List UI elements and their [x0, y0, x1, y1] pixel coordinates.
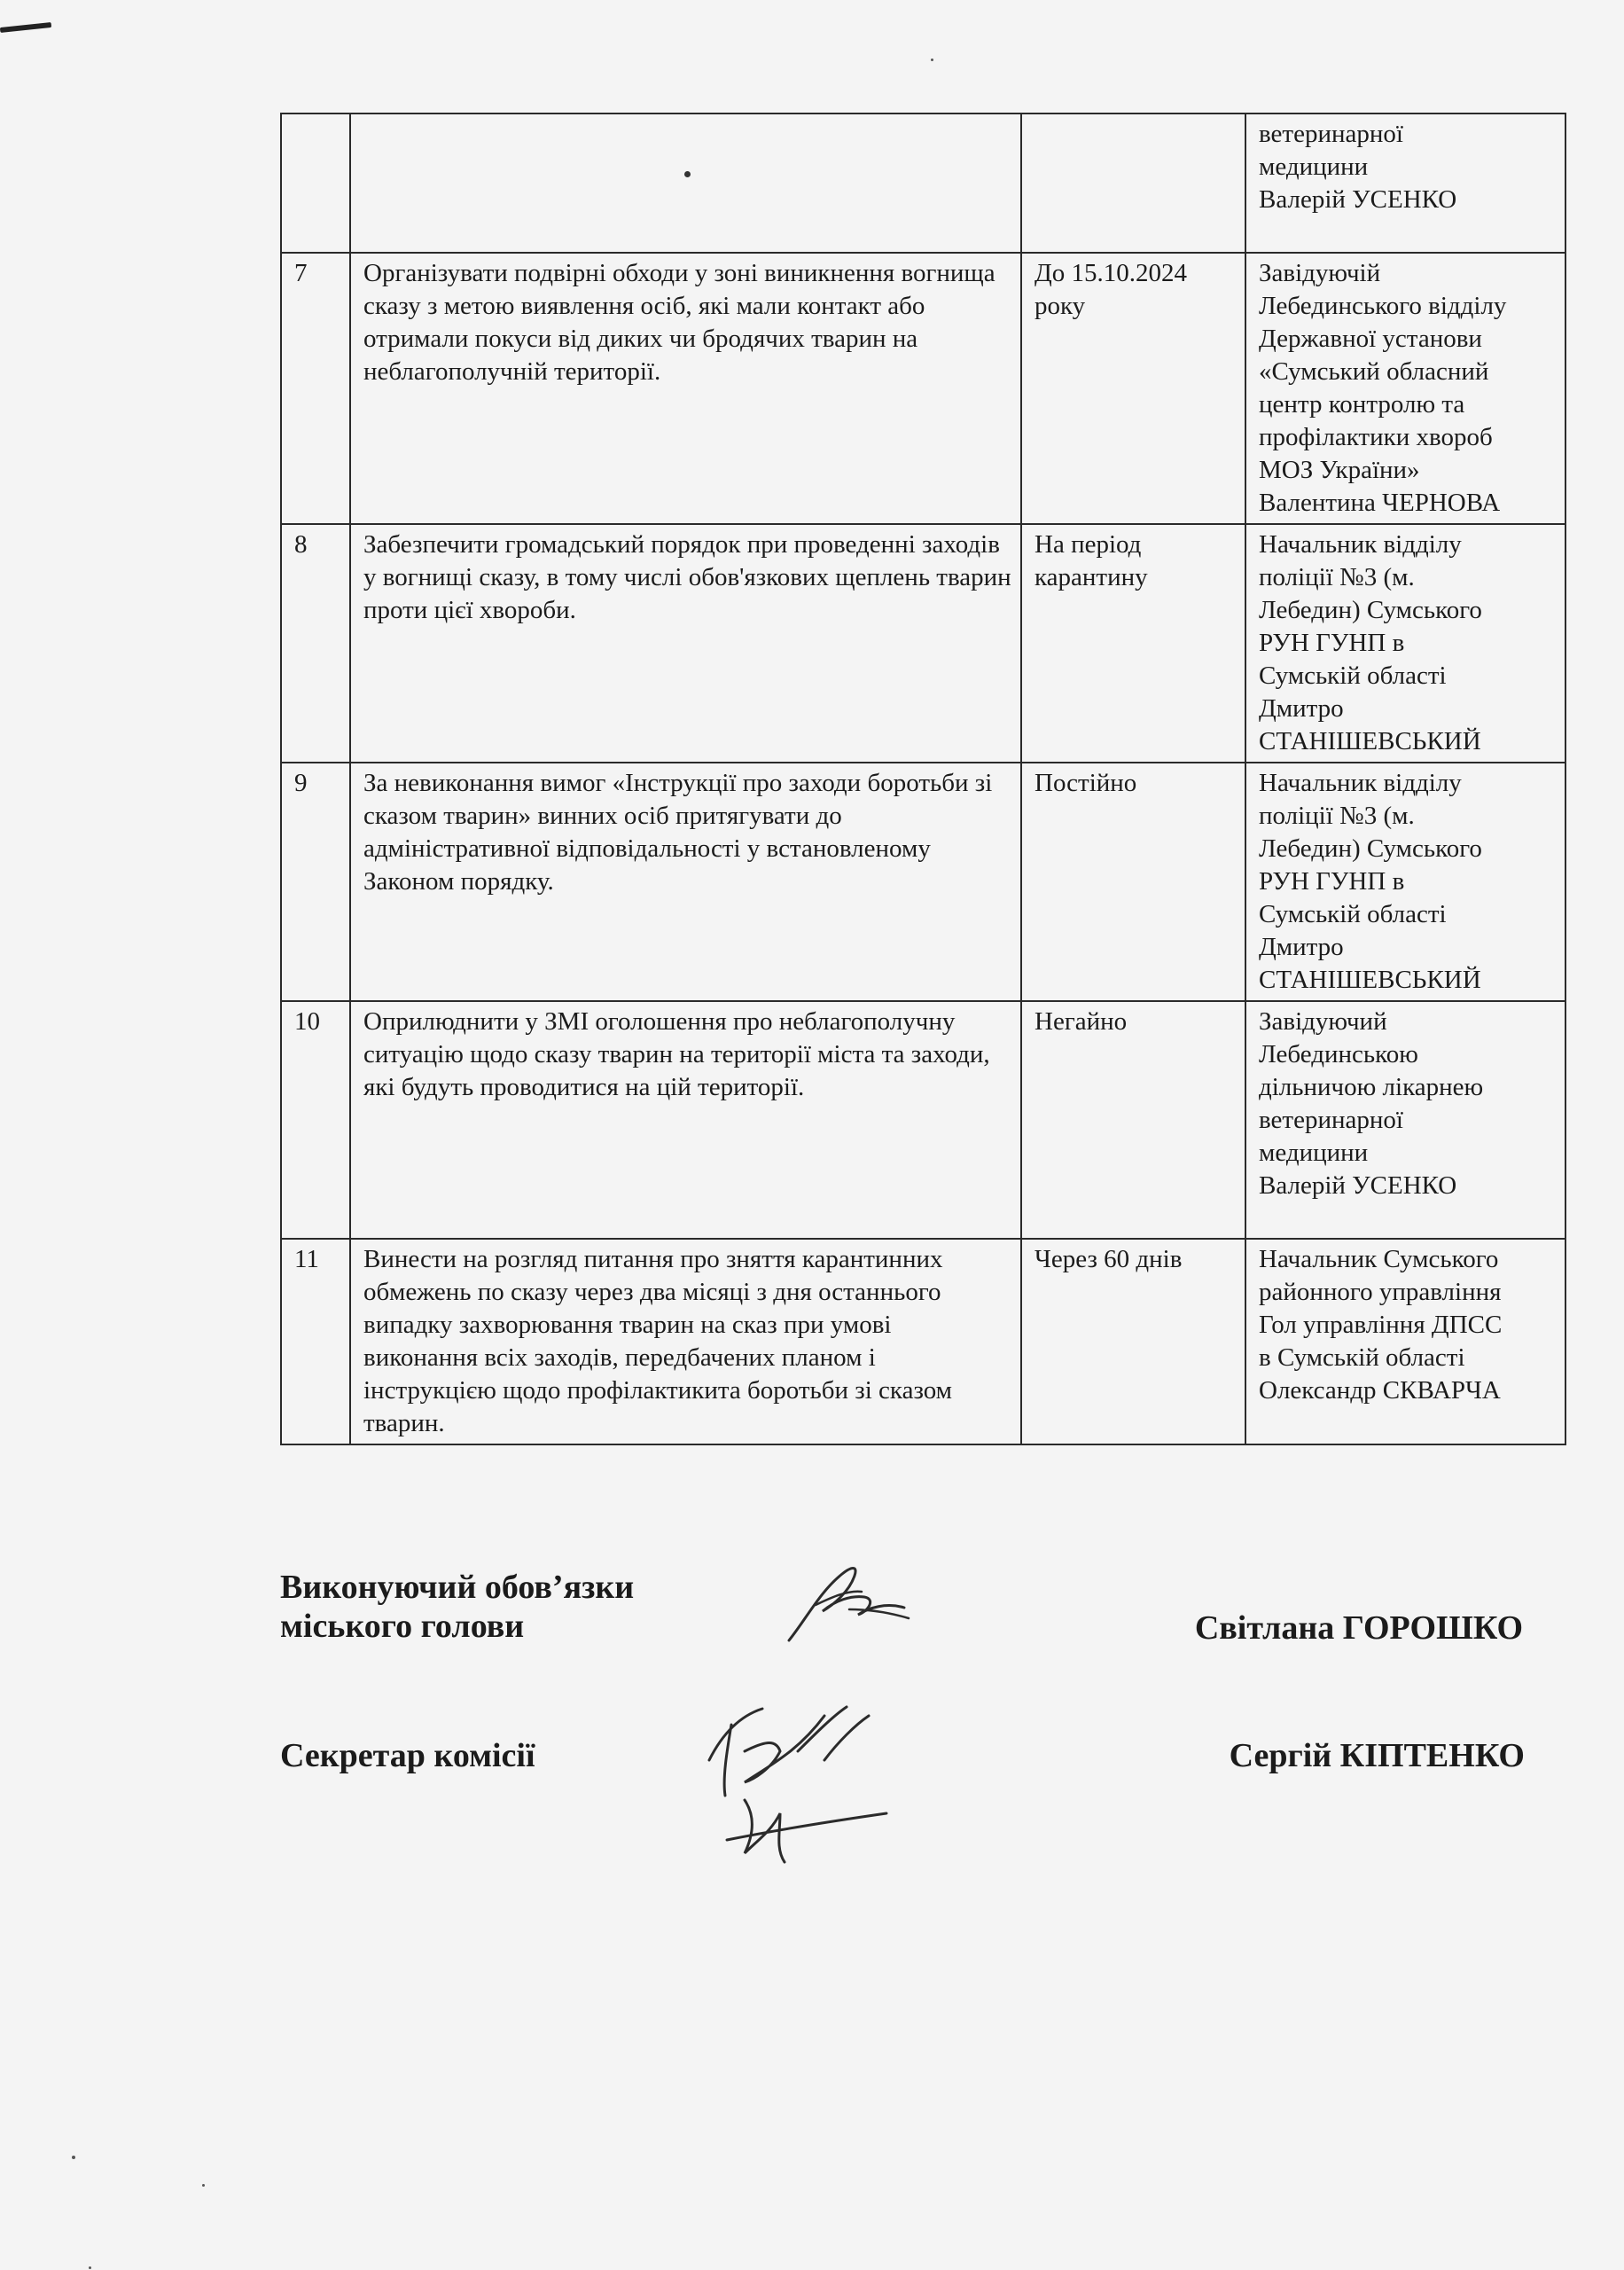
row-responsible: Начальник відділу поліції №3 (м. Лебедин) Сумського РУН ГУНП в Сумській області Дмитро СТАНІШЕВСЬКИЙ — [1245, 763, 1565, 1001]
row-responsible: Начальник відділу поліції №3 (м. Лебедин) Сумського РУН ГУНП в Сумській області Дмитро СТАНІШЕВСЬКИЙ — [1245, 524, 1565, 763]
speck — [931, 59, 933, 61]
row-number — [281, 114, 350, 253]
row-number: 9 — [281, 763, 350, 1001]
row-task: Винести на розгляд питання про зняття карантинних обмежень по сказу через два місяці з дня останнього випадку захворювання тварин на сказ при умові виконання всіх заходів, передбачених планом і інструкцією щодо профілактикита боротьби зі сказом тварин. — [350, 1239, 1021, 1444]
row-task: Забезпечити громадський порядок при проведенні заходів у вогнищі сказу, в тому числі обов'язкових щеплень тварин проти цієї хвороби. — [350, 524, 1021, 763]
row-number: 8 — [281, 524, 350, 763]
row-term: Негайно — [1021, 1001, 1245, 1239]
row-task: Оприлюднити у ЗМІ оголошення про неблагополучну ситуацію щодо сказу тварин на території міста та заходи, які будуть проводитися на цій території. — [350, 1001, 1021, 1239]
row-term: До 15.10.2024 року — [1021, 253, 1245, 524]
table-row — [281, 524, 1565, 763]
row-number: 7 — [281, 253, 350, 524]
ink-dot — [684, 171, 691, 177]
row-term: На період карантину — [1021, 524, 1245, 763]
table-row — [281, 763, 1565, 1001]
speck — [202, 2184, 205, 2187]
row-responsible: Завідуючій Лебединського відділу Державної установи «Сумський обласний центр контролю та профілактики хвороб МОЗ України» Валентина ЧЕРНОВА — [1245, 253, 1565, 524]
row-responsible: Завідуючий Лебединською дільничою лікарнею ветеринарної медицини Валерій УСЕНКО — [1245, 1001, 1565, 1239]
row-term — [1021, 114, 1245, 253]
row-task — [350, 114, 1021, 253]
secretary-handwritten-signature — [691, 1698, 895, 1875]
row-task: Організувати подвірні обходи у зоні виникнення вогнища сказу з метою виявлення осіб, які мали контакт або отримали покуси від диких чи бродячих тварин на неблагополучній території. — [350, 253, 1021, 524]
row-term: Постійно — [1021, 763, 1245, 1001]
measures-table — [280, 113, 1566, 1445]
scan-edge-mark — [0, 22, 51, 33]
mayor-title: Виконуючий обов’язки міського голови — [280, 1569, 635, 1645]
speck — [89, 2266, 91, 2269]
mayor-handwritten-signature — [780, 1556, 913, 1654]
row-number: 10 — [281, 1001, 350, 1239]
table-row — [281, 253, 1565, 524]
row-responsible: ветеринарної медицини Валерій УСЕНКО — [1245, 114, 1565, 253]
row-responsible: Начальник Сумського районного управління Гол управління ДПСС в Сумській області Олександр СКВАРЧА — [1245, 1239, 1565, 1444]
row-number: 11 — [281, 1239, 350, 1444]
row-term: Через 60 днів — [1021, 1239, 1245, 1444]
speck — [72, 2156, 75, 2159]
row-task: За невиконання вимог «Інструкції про заходи боротьби зі сказом тварин» винних осіб притягувати до адміністративної відповідальності у встановленому Законом порядку. — [350, 763, 1021, 1001]
secretary-name: Сергій КІПТЕНКО — [1229, 1737, 1525, 1774]
table-row — [281, 1001, 1565, 1239]
table-row — [281, 114, 1565, 253]
secretary-title: Секретар комісії — [280, 1737, 535, 1774]
mayor-name: Світлана ГОРОШКО — [1194, 1609, 1523, 1647]
table-row — [281, 1239, 1565, 1444]
